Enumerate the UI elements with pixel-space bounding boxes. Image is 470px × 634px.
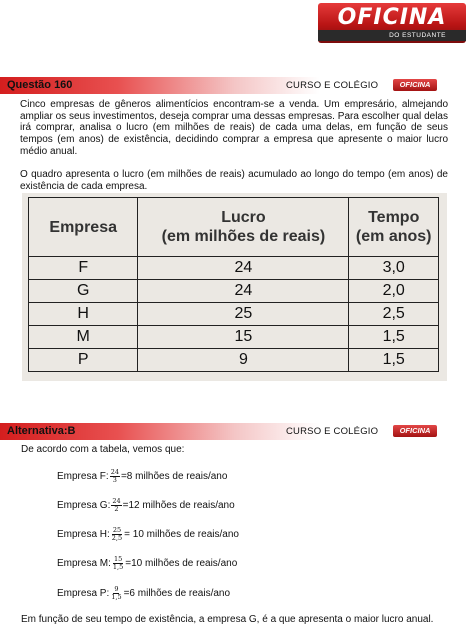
fraction-numerator: 24 [112,496,121,505]
course-label: CURSO E COLÉGIO [286,80,379,91]
cell-time: 2,5 [349,303,439,326]
calc-suffix: =6 milhões de reais/ano [123,587,231,599]
fraction-numerator: 25 [112,525,122,534]
answer-intro: De acordo com a tabela, vemos que: [21,444,185,455]
cell-company: G [29,280,138,303]
calc-line [57,495,235,515]
fraction-numerator: 15 [113,554,123,563]
question-paragraph-1: Cinco empresas de gêneros alimentícios encontram-se a venda. Um empresário, almejando ampliar os seus investimentos, deseja comprar uma dessas empresas. Para escolher qual delas irá comprar, analisa o lucro (em milhões de reais) de cada uma delas, em função de seus tempos (em anos) de existência, decidindo comprar a empresa que apresente o maior lucro médio anual. [20,99,448,157]
calc-suffix: =8 milhões de reais/ano [120,470,228,482]
profit-table-image [22,193,447,381]
answer-conclusion: Em função de seu tempo de existência, a empresa G, é a que apresenta o maior lucro anual. [21,614,434,625]
calc-suffix: =10 milhões de reais/ano [125,557,238,569]
question-header-band [0,77,470,94]
cell-profit: 24 [138,257,349,280]
calc-line [57,524,239,544]
calc-suffix: = 10 milhões de reais/ano [124,528,239,540]
cell-time: 1,5 [349,349,439,372]
table-row [29,326,439,349]
cell-profit: 15 [138,326,349,349]
cell-profit: 24 [138,280,349,303]
answer-alternative: Alternativa:B [7,425,76,437]
cell-time: 1,5 [349,326,439,349]
fraction-denominator: 2 [114,504,119,513]
mini-logo: OFICINA [393,425,437,437]
fraction-denominator: 1,5 [112,562,124,571]
fraction [112,556,124,571]
fraction-denominator: 1,5 [111,592,122,601]
question-number: Questão 160 [7,79,73,91]
fraction-numerator: 24 [110,467,119,476]
logo-sub-text: DO ESTUDANTE [318,30,466,41]
fraction [111,527,123,542]
header-company: Empresa [29,198,138,257]
fraction-denominator: 2,5 [111,533,123,542]
cell-company: F [29,257,138,280]
calc-prefix: Empresa H: [57,528,110,540]
table-row [29,280,439,303]
profit-table [28,197,439,372]
cell-time: 3,0 [349,257,439,280]
calc-line [57,583,230,603]
question-paragraph-2: O quadro apresenta o lucro (em milhões de reais) acumulado ao longo do tempo (em anos) de existência de cada empresa. [20,169,448,192]
logo-main-text: OFICINA [337,5,447,30]
calc-prefix: Empresa F: [57,470,109,482]
header-time-line1: Tempo [368,209,420,226]
table-row [29,349,439,372]
cell-company: H [29,303,138,326]
mini-logo: OFICINA [393,79,437,91]
calc-prefix: Empresa M: [57,557,111,569]
header-profit-line2: (em milhões de reais) [161,228,326,245]
header-time-line2: (em anos) [355,228,432,245]
calc-prefix: Empresa P: [57,587,110,599]
answer-header-band [0,423,470,440]
fraction [110,469,120,484]
oficina-logo [318,3,466,43]
cell-company: P [29,349,138,372]
table-header-row [29,198,439,257]
course-label: CURSO E COLÉGIO [286,426,379,437]
fraction-denominator: 3 [112,475,117,484]
calc-suffix: =12 milhões de reais/ano [122,499,235,511]
calc-line [57,466,227,486]
cell-company: M [29,326,138,349]
table-row [29,257,439,280]
header-profit [138,198,349,257]
header-time [349,198,439,257]
cell-time: 2,0 [349,280,439,303]
table-row [29,303,439,326]
fraction-numerator: 9 [114,584,119,593]
fraction [110,586,122,601]
calc-line [57,553,237,573]
fraction [111,498,121,513]
calc-prefix: Empresa G: [57,499,111,511]
cell-profit: 25 [138,303,349,326]
header-profit-line1: Lucro [221,209,266,226]
cell-profit: 9 [138,349,349,372]
